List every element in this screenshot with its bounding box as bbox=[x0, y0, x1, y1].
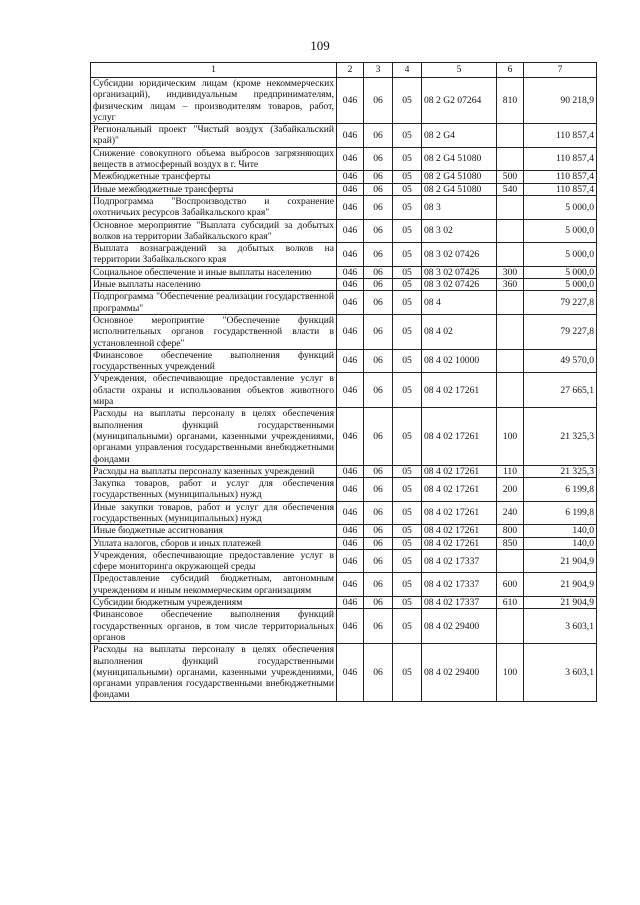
row-name-cell: Основное мероприятие "Выплата субсидий за добытых волков на территории Забайкальского края" bbox=[91, 219, 337, 243]
subsection-code-cell: 05 bbox=[393, 525, 422, 537]
target-article-cell: 08 2 G4 51080 bbox=[422, 171, 497, 183]
subsection-code-cell: 05 bbox=[393, 349, 422, 373]
ministry-code-cell: 046 bbox=[337, 279, 364, 291]
expense-type-cell: 100 bbox=[497, 408, 524, 465]
table-row bbox=[91, 373, 597, 408]
amount-cell: 90 218,9 bbox=[524, 78, 597, 124]
expense-type-cell bbox=[497, 124, 524, 148]
expense-type-cell bbox=[497, 349, 524, 373]
section-code-cell: 06 bbox=[364, 573, 393, 597]
section-code-cell: 06 bbox=[364, 219, 393, 243]
amount-cell: 79 227,8 bbox=[524, 291, 597, 315]
expense-type-cell: 800 bbox=[497, 525, 524, 537]
subsection-code-cell: 05 bbox=[393, 124, 422, 148]
ministry-code-cell: 046 bbox=[337, 525, 364, 537]
target-article-cell: 08 4 02 bbox=[422, 314, 497, 349]
table-row bbox=[91, 279, 597, 291]
ministry-code-cell: 046 bbox=[337, 147, 364, 171]
subsection-code-cell: 05 bbox=[393, 478, 422, 502]
subsection-code-cell: 05 bbox=[393, 219, 422, 243]
subsection-code-cell: 05 bbox=[393, 408, 422, 465]
row-name-cell: Учреждения, обеспечивающие предоставление услуг в области охраны и использования объектов животного мира bbox=[91, 373, 337, 408]
row-name-cell: Предоставление субсидий бюджетным, автономным учреждениям и иным некоммерческим организациям bbox=[91, 573, 337, 597]
target-article-cell: 08 2 G4 51080 bbox=[422, 147, 497, 171]
expense-type-cell bbox=[497, 219, 524, 243]
row-name-cell: Иные закупки товаров, работ и услуг для обеспечения государственных (муниципальных) нужд bbox=[91, 501, 337, 525]
section-code-cell: 06 bbox=[364, 408, 393, 465]
table-row bbox=[91, 644, 597, 701]
expense-type-cell bbox=[497, 147, 524, 171]
table-header-row bbox=[91, 63, 597, 78]
ministry-code-cell: 046 bbox=[337, 266, 364, 278]
amount-cell: 6 199,8 bbox=[524, 478, 597, 502]
subsection-code-cell: 05 bbox=[393, 314, 422, 349]
section-code-cell: 06 bbox=[364, 478, 393, 502]
table-row bbox=[91, 597, 597, 609]
table-row bbox=[91, 573, 597, 597]
section-code-cell: 06 bbox=[364, 597, 393, 609]
amount-cell: 21 325,3 bbox=[524, 465, 597, 477]
section-code-cell: 06 bbox=[364, 537, 393, 549]
target-article-cell: 08 4 02 29400 bbox=[422, 609, 497, 644]
row-name-cell: Уплата налогов, сборов и иных платежей bbox=[91, 537, 337, 549]
target-article-cell: 08 4 02 17337 bbox=[422, 597, 497, 609]
table-row bbox=[91, 465, 597, 477]
page-number: 109 bbox=[310, 38, 330, 53]
ministry-code-cell: 046 bbox=[337, 314, 364, 349]
row-name-cell: Межбюджетные трансферты bbox=[91, 171, 337, 183]
ministry-code-cell: 046 bbox=[337, 501, 364, 525]
table-row bbox=[91, 195, 597, 219]
amount-cell: 6 199,8 bbox=[524, 501, 597, 525]
column-header: 4 bbox=[393, 63, 422, 78]
section-code-cell: 06 bbox=[364, 243, 393, 267]
amount-cell: 140,0 bbox=[524, 525, 597, 537]
row-name-cell: Расходы на выплаты персоналу казенных учреждений bbox=[91, 465, 337, 477]
subsection-code-cell: 05 bbox=[393, 171, 422, 183]
table-row bbox=[91, 314, 597, 349]
target-article-cell: 08 2 G4 51080 bbox=[422, 183, 497, 195]
target-article-cell: 08 4 02 17261 bbox=[422, 537, 497, 549]
target-article-cell: 08 4 02 17261 bbox=[422, 478, 497, 502]
target-article-cell: 08 4 02 17337 bbox=[422, 573, 497, 597]
amount-cell: 5 000,0 bbox=[524, 279, 597, 291]
target-article-cell: 08 4 02 17261 bbox=[422, 408, 497, 465]
amount-cell: 27 665,1 bbox=[524, 373, 597, 408]
subsection-code-cell: 05 bbox=[393, 78, 422, 124]
ministry-code-cell: 046 bbox=[337, 171, 364, 183]
table-row bbox=[91, 501, 597, 525]
ministry-code-cell: 046 bbox=[337, 609, 364, 644]
section-code-cell: 06 bbox=[364, 183, 393, 195]
expense-type-cell: 300 bbox=[497, 266, 524, 278]
target-article-cell: 08 4 02 29400 bbox=[422, 644, 497, 701]
amount-cell: 110 857,4 bbox=[524, 147, 597, 171]
amount-cell: 110 857,4 bbox=[524, 124, 597, 148]
table-row bbox=[91, 243, 597, 267]
subsection-code-cell: 05 bbox=[393, 537, 422, 549]
table-row bbox=[91, 349, 597, 373]
target-article-cell: 08 3 02 07426 bbox=[422, 266, 497, 278]
ministry-code-cell: 046 bbox=[337, 183, 364, 195]
target-article-cell: 08 2 G4 bbox=[422, 124, 497, 148]
target-article-cell: 08 4 02 17261 bbox=[422, 465, 497, 477]
target-article-cell: 08 3 02 07426 bbox=[422, 279, 497, 291]
target-article-cell: 08 4 02 10000 bbox=[422, 349, 497, 373]
row-name-cell: Основное мероприятие "Обеспечение функций исполнительных органов государственной власти в установленной сфере" bbox=[91, 314, 337, 349]
amount-cell: 79 227,8 bbox=[524, 314, 597, 349]
expense-type-cell: 360 bbox=[497, 279, 524, 291]
table-row bbox=[91, 525, 597, 537]
row-name-cell: Региональный проект "Чистый воздух (Забайкальский край)" bbox=[91, 124, 337, 148]
target-article-cell: 08 2 G2 07264 bbox=[422, 78, 497, 124]
table-row bbox=[91, 291, 597, 315]
ministry-code-cell: 046 bbox=[337, 644, 364, 701]
subsection-code-cell: 05 bbox=[393, 195, 422, 219]
amount-cell: 3 603,1 bbox=[524, 644, 597, 701]
section-code-cell: 06 bbox=[364, 349, 393, 373]
row-name-cell: Иные выплаты населению bbox=[91, 279, 337, 291]
section-code-cell: 06 bbox=[364, 78, 393, 124]
section-code-cell: 06 bbox=[364, 609, 393, 644]
row-name-cell: Финансовое обеспечение выполнения функций государственных учреждений bbox=[91, 349, 337, 373]
target-article-cell: 08 3 02 bbox=[422, 219, 497, 243]
amount-cell: 5 000,0 bbox=[524, 219, 597, 243]
row-name-cell: Учреждения, обеспечивающие предоставление услуг в сфере мониторинга окружающей среды bbox=[91, 549, 337, 573]
section-code-cell: 06 bbox=[364, 465, 393, 477]
subsection-code-cell: 05 bbox=[393, 266, 422, 278]
subsection-code-cell: 05 bbox=[393, 243, 422, 267]
target-article-cell: 08 4 02 17261 bbox=[422, 525, 497, 537]
subsection-code-cell: 05 bbox=[393, 279, 422, 291]
ministry-code-cell: 046 bbox=[337, 549, 364, 573]
table-row bbox=[91, 408, 597, 465]
amount-cell: 110 857,4 bbox=[524, 171, 597, 183]
target-article-cell: 08 4 02 17261 bbox=[422, 501, 497, 525]
expense-type-cell bbox=[497, 609, 524, 644]
column-header: 5 bbox=[422, 63, 497, 78]
table-row bbox=[91, 183, 597, 195]
amount-cell: 5 000,0 bbox=[524, 266, 597, 278]
row-name-cell: Расходы на выплаты персоналу в целях обеспечения выполнения функций государственными (муниципальными) органами, казенными учреждениями, органами управления государственными внебюджетными фондами bbox=[91, 408, 337, 465]
table-row bbox=[91, 124, 597, 148]
section-code-cell: 06 bbox=[364, 195, 393, 219]
amount-cell: 5 000,0 bbox=[524, 195, 597, 219]
target-article-cell: 08 4 bbox=[422, 291, 497, 315]
table-row bbox=[91, 171, 597, 183]
subsection-code-cell: 05 bbox=[393, 644, 422, 701]
amount-cell: 110 857,4 bbox=[524, 183, 597, 195]
subsection-code-cell: 05 bbox=[393, 291, 422, 315]
ministry-code-cell: 046 bbox=[337, 573, 364, 597]
expense-type-cell: 810 bbox=[497, 78, 524, 124]
subsection-code-cell: 05 bbox=[393, 373, 422, 408]
expense-type-cell bbox=[497, 291, 524, 315]
section-code-cell: 06 bbox=[364, 266, 393, 278]
expense-type-cell bbox=[497, 314, 524, 349]
row-name-cell: Финансовое обеспечение выполнения функций государственных органов, в том числе территориальных органов bbox=[91, 609, 337, 644]
ministry-code-cell: 046 bbox=[337, 478, 364, 502]
table-row bbox=[91, 266, 597, 278]
expense-type-cell bbox=[497, 373, 524, 408]
row-name-cell: Выплата вознаграждений за добытых волков на территории Забайкальского края bbox=[91, 243, 337, 267]
ministry-code-cell: 046 bbox=[337, 78, 364, 124]
subsection-code-cell: 05 bbox=[393, 549, 422, 573]
ministry-code-cell: 046 bbox=[337, 291, 364, 315]
expense-type-cell: 200 bbox=[497, 478, 524, 502]
section-code-cell: 06 bbox=[364, 171, 393, 183]
row-name-cell: Подпрограмма "Воспроизводство и сохранение охотничьих ресурсов Забайкальского края" bbox=[91, 195, 337, 219]
target-article-cell: 08 3 02 07426 bbox=[422, 243, 497, 267]
amount-cell: 3 603,1 bbox=[524, 609, 597, 644]
amount-cell: 140,0 bbox=[524, 537, 597, 549]
subsection-code-cell: 05 bbox=[393, 465, 422, 477]
expense-type-cell: 600 bbox=[497, 573, 524, 597]
section-code-cell: 06 bbox=[364, 147, 393, 171]
expense-type-cell: 850 bbox=[497, 537, 524, 549]
budget-table bbox=[90, 62, 597, 702]
row-name-cell: Иные межбюджетные трансферты bbox=[91, 183, 337, 195]
amount-cell: 21 904,9 bbox=[524, 549, 597, 573]
expense-type-cell bbox=[497, 549, 524, 573]
amount-cell: 49 570,0 bbox=[524, 349, 597, 373]
subsection-code-cell: 05 bbox=[393, 609, 422, 644]
subsection-code-cell: 05 bbox=[393, 597, 422, 609]
section-code-cell: 06 bbox=[364, 501, 393, 525]
section-code-cell: 06 bbox=[364, 314, 393, 349]
ministry-code-cell: 046 bbox=[337, 465, 364, 477]
row-name-cell: Субсидии юридическим лицам (кроме некоммерческих организаций), индивидуальным предпринимателям, физическим лицам – производителям товаров, работ, услуг bbox=[91, 78, 337, 124]
column-header: 2 bbox=[337, 63, 364, 78]
row-name-cell: Субсидии бюджетным учреждениям bbox=[91, 597, 337, 609]
section-code-cell: 06 bbox=[364, 279, 393, 291]
section-code-cell: 06 bbox=[364, 291, 393, 315]
ministry-code-cell: 046 bbox=[337, 408, 364, 465]
amount-cell: 21 904,9 bbox=[524, 573, 597, 597]
amount-cell: 5 000,0 bbox=[524, 243, 597, 267]
subsection-code-cell: 05 bbox=[393, 183, 422, 195]
expense-type-cell bbox=[497, 243, 524, 267]
subsection-code-cell: 05 bbox=[393, 501, 422, 525]
column-header: 6 bbox=[497, 63, 524, 78]
table-row bbox=[91, 478, 597, 502]
expense-type-cell bbox=[497, 195, 524, 219]
expense-type-cell: 500 bbox=[497, 171, 524, 183]
row-name-cell: Иные бюджетные ассигнования bbox=[91, 525, 337, 537]
ministry-code-cell: 046 bbox=[337, 219, 364, 243]
section-code-cell: 06 bbox=[364, 124, 393, 148]
ministry-code-cell: 046 bbox=[337, 195, 364, 219]
section-code-cell: 06 bbox=[364, 373, 393, 408]
ministry-code-cell: 046 bbox=[337, 597, 364, 609]
expense-type-cell: 110 bbox=[497, 465, 524, 477]
subsection-code-cell: 05 bbox=[393, 147, 422, 171]
expense-type-cell: 610 bbox=[497, 597, 524, 609]
column-header: 1 bbox=[91, 63, 337, 78]
ministry-code-cell: 046 bbox=[337, 349, 364, 373]
ministry-code-cell: 046 bbox=[337, 124, 364, 148]
table-row bbox=[91, 78, 597, 124]
row-name-cell: Закупка товаров, работ и услуг для обеспечения государственных (муниципальных) нужд bbox=[91, 478, 337, 502]
target-article-cell: 08 4 02 17337 bbox=[422, 549, 497, 573]
table-row bbox=[91, 609, 597, 644]
subsection-code-cell: 05 bbox=[393, 573, 422, 597]
table-row bbox=[91, 147, 597, 171]
section-code-cell: 06 bbox=[364, 644, 393, 701]
ministry-code-cell: 046 bbox=[337, 537, 364, 549]
ministry-code-cell: 046 bbox=[337, 373, 364, 408]
table-row bbox=[91, 537, 597, 549]
ministry-code-cell: 046 bbox=[337, 243, 364, 267]
row-name-cell: Расходы на выплаты персоналу в целях обеспечения выполнения функций государственными (муниципальными) органами, казенными учреждениями, органами управления государственными внебюджетными фондами bbox=[91, 644, 337, 701]
row-name-cell: Подпрограмма "Обеспечение реализации государственной программы" bbox=[91, 291, 337, 315]
table-row bbox=[91, 549, 597, 573]
section-code-cell: 06 bbox=[364, 525, 393, 537]
section-code-cell: 06 bbox=[364, 549, 393, 573]
target-article-cell: 08 3 bbox=[422, 195, 497, 219]
row-name-cell: Снижение совокупного объема выбросов загрязняющих веществ в атмосферный воздух в г. Чите bbox=[91, 147, 337, 171]
column-header: 7 bbox=[524, 63, 597, 78]
expense-type-cell: 240 bbox=[497, 501, 524, 525]
expense-type-cell: 100 bbox=[497, 644, 524, 701]
amount-cell: 21 904,9 bbox=[524, 597, 597, 609]
amount-cell: 21 325,3 bbox=[524, 408, 597, 465]
expense-type-cell: 540 bbox=[497, 183, 524, 195]
table-row bbox=[91, 219, 597, 243]
target-article-cell: 08 4 02 17261 bbox=[422, 373, 497, 408]
row-name-cell: Социальное обеспечение и иные выплаты населению bbox=[91, 266, 337, 278]
column-header: 3 bbox=[364, 63, 393, 78]
